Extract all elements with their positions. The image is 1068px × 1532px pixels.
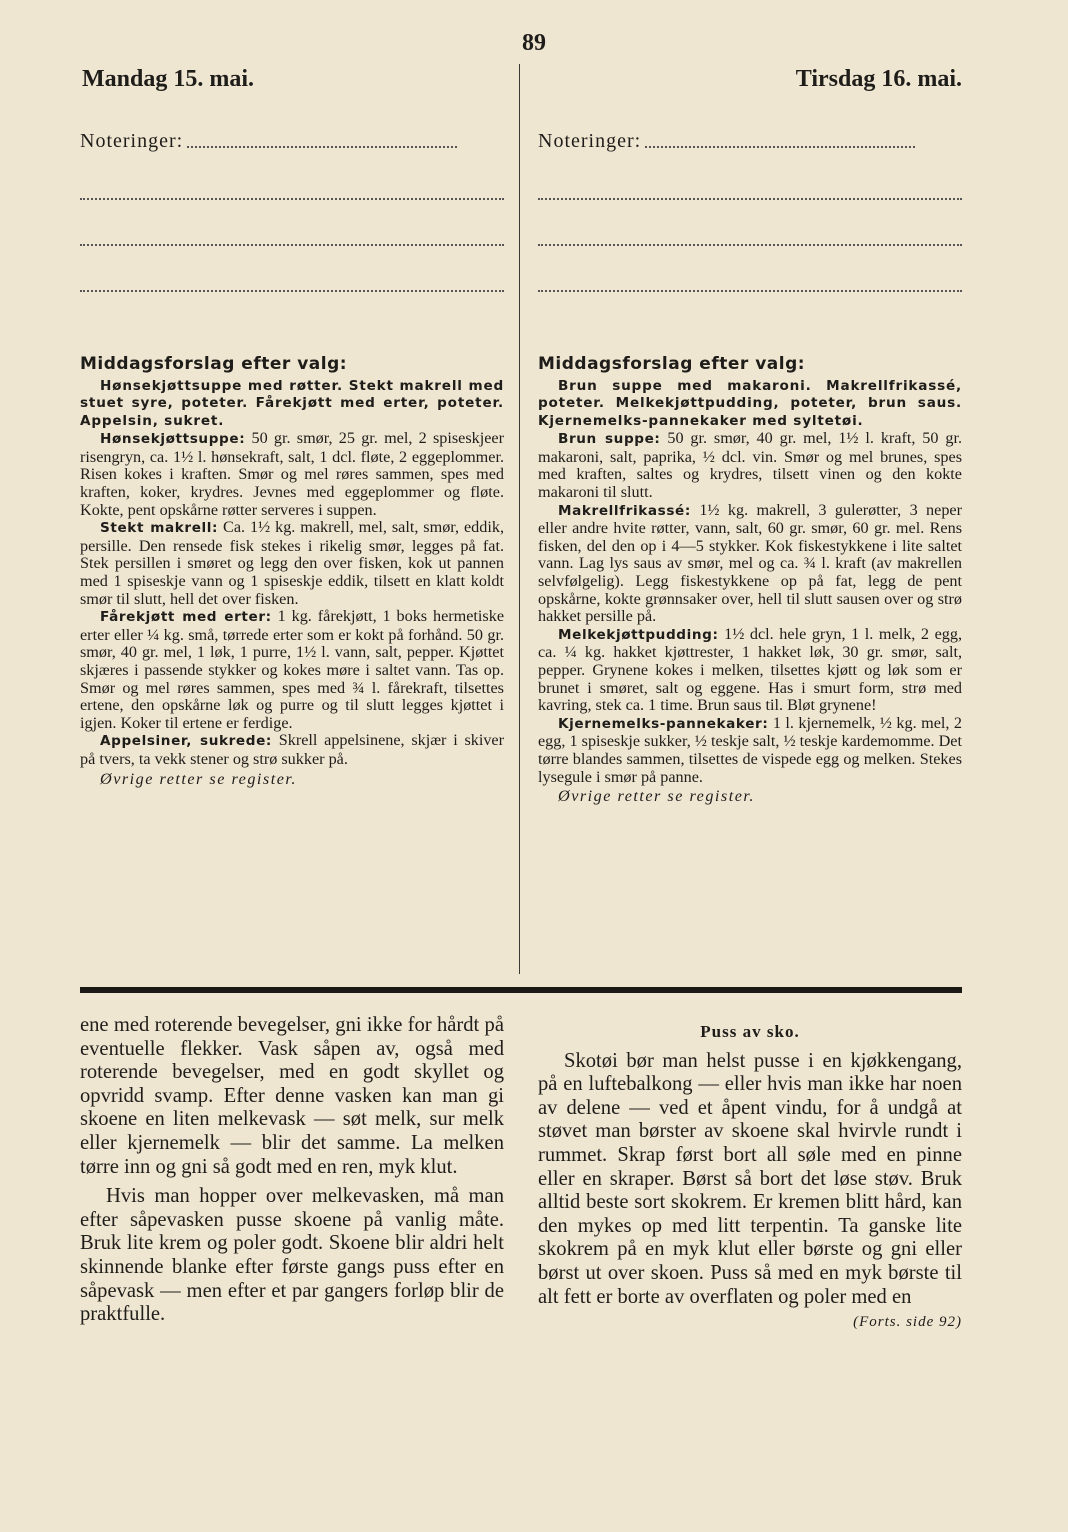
- notes-line: [538, 290, 962, 292]
- recipe: [80, 519, 504, 608]
- notes-section-tuesday: [538, 130, 962, 292]
- notes-line: [80, 244, 504, 246]
- notes-section-monday: [80, 130, 504, 292]
- recipe-title: Stekt makrell:: [100, 520, 219, 537]
- recipe-title: Hønsekjøttsuppe:: [100, 431, 246, 448]
- menu-block-monday: [80, 378, 504, 788]
- page-number: 89: [522, 30, 546, 56]
- recipe-title: Fårekjøtt med erter:: [100, 609, 272, 626]
- recipe: [80, 732, 504, 768]
- recipe-title: Appelsiner, sukrede:: [100, 733, 272, 750]
- recipe-title: Melkekjøttpudding:: [558, 626, 719, 643]
- article-continuation: [80, 1014, 504, 1327]
- recipe: [80, 608, 504, 732]
- menu-header-tuesday: Middagsforslag efter valg:: [538, 354, 806, 374]
- article-title: Puss av sko.: [700, 1022, 800, 1041]
- section-divider: [80, 987, 962, 993]
- article-paragraph: ene med roterende bevegelser, gni ikke for hårdt på eventuelle flekker. Vask såpen av, også med roterende bevegelser, med en godt skyllet og opvridd svamp. Efter denne vasken kan man gi skoene en liten melkevask — søt melk, sur melk eller kjernemelk — blir det samme. La melken tørre inn og gni så godt med en ren, myk klut.: [80, 1014, 504, 1178]
- menu-intro: Brun suppe med makaroni. Makrellfrikassé, poteter. Melkekjøttpudding, poteter, brun saus. Kjernemelks-pannekaker med syltetøi.: [538, 378, 962, 429]
- recipe: [538, 715, 962, 786]
- recipe: [538, 430, 962, 501]
- article-paragraph: Skotøi bør man helst pusse i en kjøkkengang, på en luftebalkong — eller hvis man ikke har noen av delene — ved et åpent vindu, for å undgå at støvet man børster av skoene skal hvirvle rundt i rummet. Skrap først bort all søle med en pinne eller en skraper. Børst så bort det løse støv. Bruk alltid beste sort skokrem. Er kremen blitt hård, kan den mykes op med litt terpentin. Ta ganske lite skokrem på en myk klut eller børste og gni eller børst ut over skoen. Puss så med en myk børste til alt fett er borte av overflaten og poler med en: [538, 1049, 962, 1308]
- continued-note: (Forts. side 92): [853, 1314, 962, 1331]
- recipe-text: 1½ kg. makrell, 3 gulerøtter, 3 neper eller andre hvite røtter, vann, salt, 60 gr. smør, 60 gr. mel. Rens fisken, del den op i 4—5 stykker. Kok fiskestykkene i lite saltet vann. Lag lys saus av smør, mel og ca. ¾ l. kraft (av makrellen selvfølgelig). Legg fiskestykkene op på fat, legg de pent opskårne, kokte grønnsaker over, hell til slutt sausen over og strø hakket persille på.: [538, 500, 963, 626]
- notes-label: Noteringer:: [538, 130, 962, 154]
- recipe-text: 1 l. kjernemelk, ½ kg. mel, 2 egg, 1 spiseskje sukker, ½ teskje salt, ½ teskje kardemomme. Det tørre blandes sammen, tilsettes de vispede egg og melken. Stekes lysegule i smør på panne.: [538, 713, 962, 786]
- notes-label: Noteringer:: [80, 130, 504, 154]
- other-dishes-note: Øvrige retter se register.: [558, 787, 755, 806]
- menu-block-tuesday: [538, 378, 962, 806]
- recipe: [538, 502, 962, 626]
- recipe-text: 1½ dcl. hele gryn, 1 l. melk, 2 egg, ca. ¼ kg. hakket kjøttrester, 1 hakket løk, 30 gr. smør, salt, pepper. Grynene kokes i melken, tilsettes kjøtt og løk som er brunet i smøret, salt og eggene. Has i smurt form, strø med kavring, stek ca. 1 time. Brun saus til. Bløt grynene!: [538, 624, 962, 715]
- day-heading-tuesday: Tirsdag 16. mai.: [795, 66, 962, 92]
- recipe: [80, 430, 504, 519]
- notes-line: [80, 198, 504, 200]
- notes-line: [538, 198, 962, 200]
- recipe-title: Makrellfrikassé:: [558, 502, 691, 519]
- day-heading-monday: Mandag 15. mai.: [82, 66, 255, 92]
- notes-line: [80, 290, 504, 292]
- recipe: [538, 626, 962, 715]
- recipe-text: 1 kg. fårekjøtt, 1 boks hermetiske erter eller ¼ kg. små, tørrede erter som er kokt på forhånd. 50 gr. smør, 40 gr. mel, 1 løk, 1 purre, 1½ l. vann, salt, pepper. Kjøttet skjæres i passende stykker og kokes møre i saltet vann. Tas op. Smør og mel røres sammen, spes med ¾ l. fårekraft, tilsettes ertene, den opskårne løk og purre og til slutt legges kjøttet i igjen. Koker til ertene er ferdige.: [80, 607, 505, 732]
- other-dishes-note: Øvrige retter se register.: [100, 769, 297, 788]
- notes-line: [538, 244, 962, 246]
- article-paragraph: Hvis man hopper over melkevasken, må man efter såpevasken pusse skoene på vanlig måte. Bruk lite krem og poler godt. Skoene blir aldri helt skinnende blanke efter første gangs puss efter en såpevask — men efter et par gangers forløp blir de praktfulle.: [80, 1185, 504, 1326]
- recipe-text: Skrell appelsinene, skjær i skiver på tvers, ta vekk stener og strø sukker på.: [80, 731, 505, 768]
- menu-intro: Hønsekjøttsuppe med røtter. Stekt makrell med stuet syre, poteter. Fårekjøtt med erter, poteter. Appelsin, sukret.: [80, 378, 504, 429]
- menu-header-monday: Middagsforslag efter valg:: [80, 354, 348, 374]
- recipe-title: Kjernemelks-pannekaker:: [558, 715, 769, 732]
- recipe-title: Brun suppe:: [558, 431, 661, 448]
- article-shoe-polish: [538, 1014, 962, 1335]
- recipe-text: Ca. 1½ kg. makrell, mel, salt, smør, eddik, persille. Den rensede fisk stekes i rikelig smør, legges på fat. Stek persillen i smøret og legg den over fisken, kok ut pannen med 1 spiseskje vann og 1 spiseskje eddik, tilsett en klatt koldt smør til slutt, hell det over fisken.: [80, 518, 505, 608]
- recipe-text: 50 gr. smør, 25 gr. mel, 2 spiseskjeer risengryn, ca. 1½ l. hønsekraft, salt, 1 dcl. fløte, 2 eggeplommer. Risen kokes i kraften. Smør og mel røres sammen, spes med kraften, koker, krydres. Jevnes med eggeplommer og fløte. Kokte, pent opskårne røtter serveres i suppen.: [80, 429, 505, 519]
- recipe-text: 50 gr. smør, 40 gr. mel, 1½ l. kraft, 50 gr. makaroni, salt, paprika, ½ dcl. vin. Smør og mel brunes, spes med kraften, saltes og krydres, tilsett vinen og den kokte makaroni til slutt.: [538, 429, 963, 501]
- column-divider: [519, 64, 520, 974]
